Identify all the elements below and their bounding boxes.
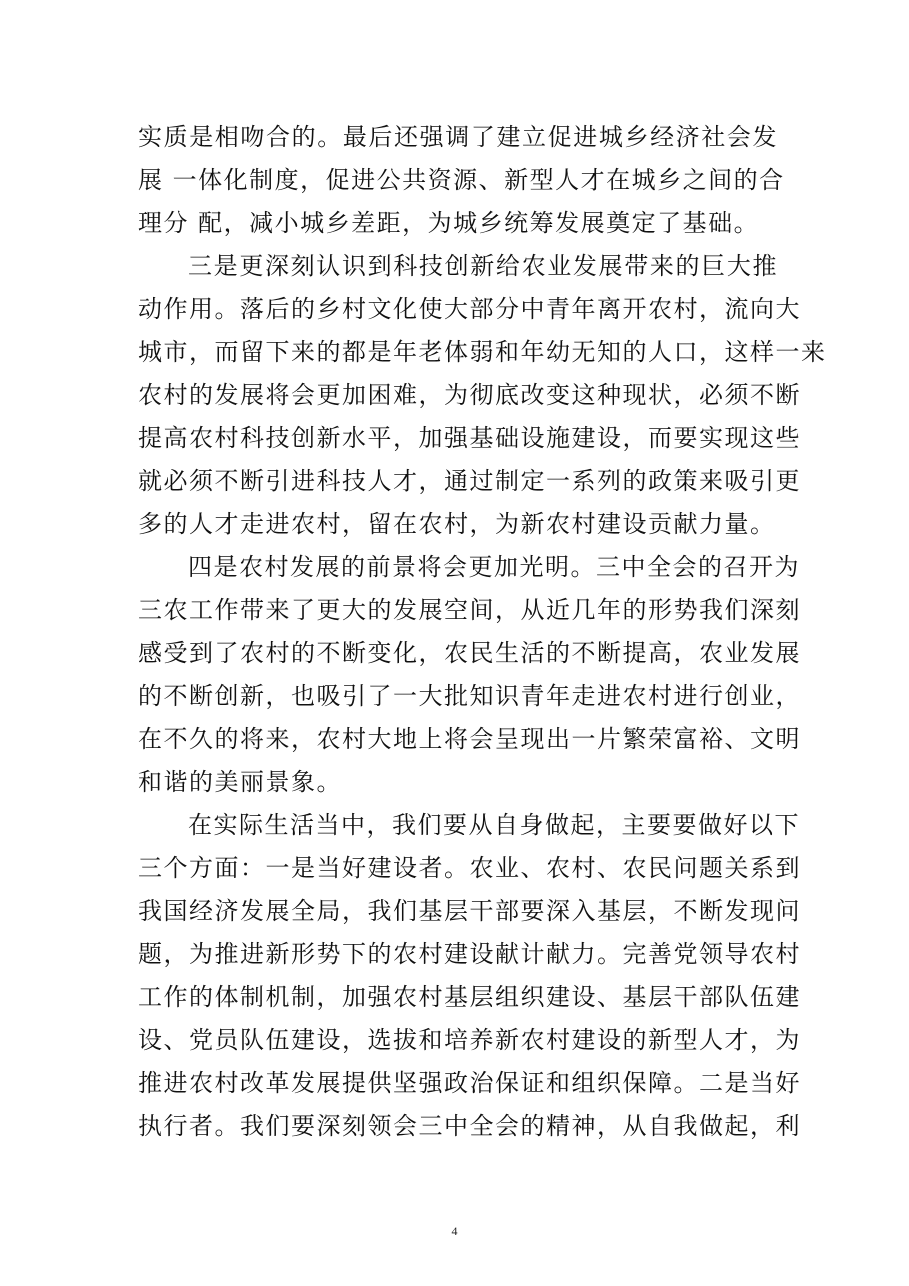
text-line: 题，为推进新形势下的农村建设献计献力。完善党领导农村 bbox=[138, 940, 801, 968]
text-line: 我国经济发展全局，我们基层干部要深入基层，不断发现问 bbox=[138, 897, 801, 925]
page-number: 4 bbox=[451, 1224, 458, 1238]
text-line: 的不断创新，也吸引了一大批知识青年走进农村进行创业， bbox=[138, 682, 801, 710]
text-line: 展 一体化制度，促进公共资源、新型人才在城乡之间的合 bbox=[138, 166, 785, 194]
body-text bbox=[138, 116, 827, 1148]
text-line: 在不久的将来，农村大地上将会呈现出一片繁荣富裕、文明 bbox=[138, 725, 801, 753]
text-line: 提高农村科技创新水平，加强基础设施建设，而要实现这些 bbox=[138, 424, 801, 452]
text-line: 三是更深刻认识到科技创新给农业发展带来的巨大推 bbox=[188, 252, 778, 280]
text-line: 在实际生活当中，我们要从自身做起，主要要做好以下 bbox=[188, 811, 800, 839]
text-line: 实质是相吻合的。最后还强调了建立促进城乡经济社会发 bbox=[138, 123, 778, 151]
text-line: 就必须不断引进科技人才，通过制定一系列的政策来吸引更 bbox=[138, 467, 801, 495]
text-line: 感受到了农村的不断变化，农民生活的不断提高，农业发展 bbox=[138, 639, 801, 667]
text-line: 城市，而留下来的都是年老体弱和年幼无知的人口，这样一来 bbox=[138, 338, 827, 366]
text-line: 三农工作带来了更大的发展空间，从近几年的形势我们深刻 bbox=[138, 596, 801, 624]
text-line: 执行者。我们要深刻领会三中全会的精神，从自我做起，利 bbox=[138, 1112, 801, 1140]
text-line: 工作的体制机制，加强农村基层组织建设、基层干部队伍建 bbox=[138, 983, 801, 1011]
text-line: 三个方面：一是当好建设者。农业、农村、农民问题关系到 bbox=[138, 854, 801, 882]
text-line: 动作用。落后的乡村文化使大部分中青年离开农村，流向大 bbox=[138, 295, 801, 323]
text-line: 推进农村改革发展提供坚强政治保证和组织保障。二是当好 bbox=[138, 1069, 801, 1097]
text-line: 和谐的美丽景象。 bbox=[138, 768, 342, 796]
text-line: 四是农村发展的前景将会更加光明。三中全会的召开为 bbox=[188, 553, 800, 581]
text-line: 多的人才走进农村，留在农村，为新农村建设贡献力量。 bbox=[138, 510, 776, 538]
text-line: 理分 配，减小城乡差距，为城乡统筹发展奠定了基础。 bbox=[138, 209, 760, 237]
text-line: 设、党员队伍建设，选拔和培养新农村建设的新型人才，为 bbox=[138, 1026, 801, 1054]
text-line: 农村的发展将会更加困难，为彻底改变这种现状，必须不断 bbox=[138, 381, 801, 409]
